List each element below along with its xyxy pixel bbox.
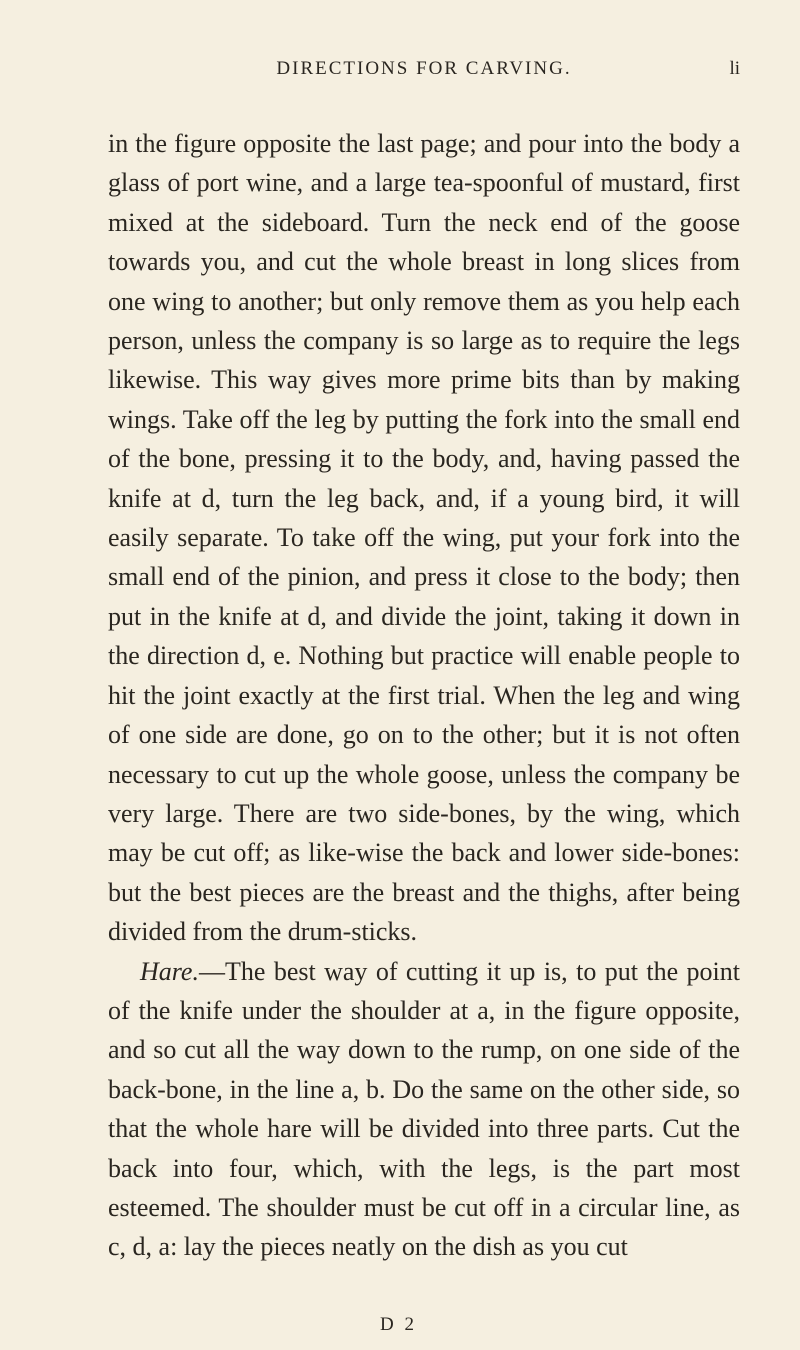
body-text <box>108 124 740 1267</box>
page-number: li <box>729 58 740 79</box>
hare-heading: Hare. <box>140 956 199 986</box>
paragraph-goose: in the figure opposite the last page; and pour into the body a glass of port wine, and a large tea-spoonful of mustard, first mixed at the sideboard. Turn the neck end of the goose towards you, and cut the whole breast in long slices from one wing to another; but only remove them as you help each person, unless the company is so large as to require the legs likewise. This way gives more prime bits than by making wings. Take off the leg by putting the fork into the small end of the bone, pressing it to the body, and, having passed the knife at d, turn the leg back, and, if a young bird, it will easily separate. To take off the wing, put your fork into the small end of the pinion, and press it close to the body; then put in the knife at d, and divide the joint, taking it down in the direction d, e. Nothing but practice will enable people to hit the joint exactly at the first trial. When the leg and wing of one side are done, go on to the other; but it is not often necessary to cut up the whole goose, unless the company be very large. There are two side-bones, by the wing, which may be cut off; as like-wise the back and lower side-bones: but the best pieces are the breast and the thighs, after being divided from the drum-sticks. <box>108 129 740 947</box>
page-header <box>108 58 740 88</box>
hare-text: —The best way of cutting it up is, to put the point of the knife under the shoulder at a, in the figure opposite, and so cut all the way down to the rump, on one side of the back-bone, in the line a, b. Do the same on the other side, so that the whole hare will be divided into three parts. Cut the back into four, which, with the legs, is the part most esteemed. The shoulder must be cut off in a circular line, as c, d, a: lay the pieces neatly on the dish as you cut <box>108 956 740 1262</box>
signature-mark: D 2 <box>380 1314 417 1335</box>
running-head: DIRECTIONS FOR CARVING. <box>276 58 572 79</box>
paragraph-hare <box>108 952 740 1267</box>
